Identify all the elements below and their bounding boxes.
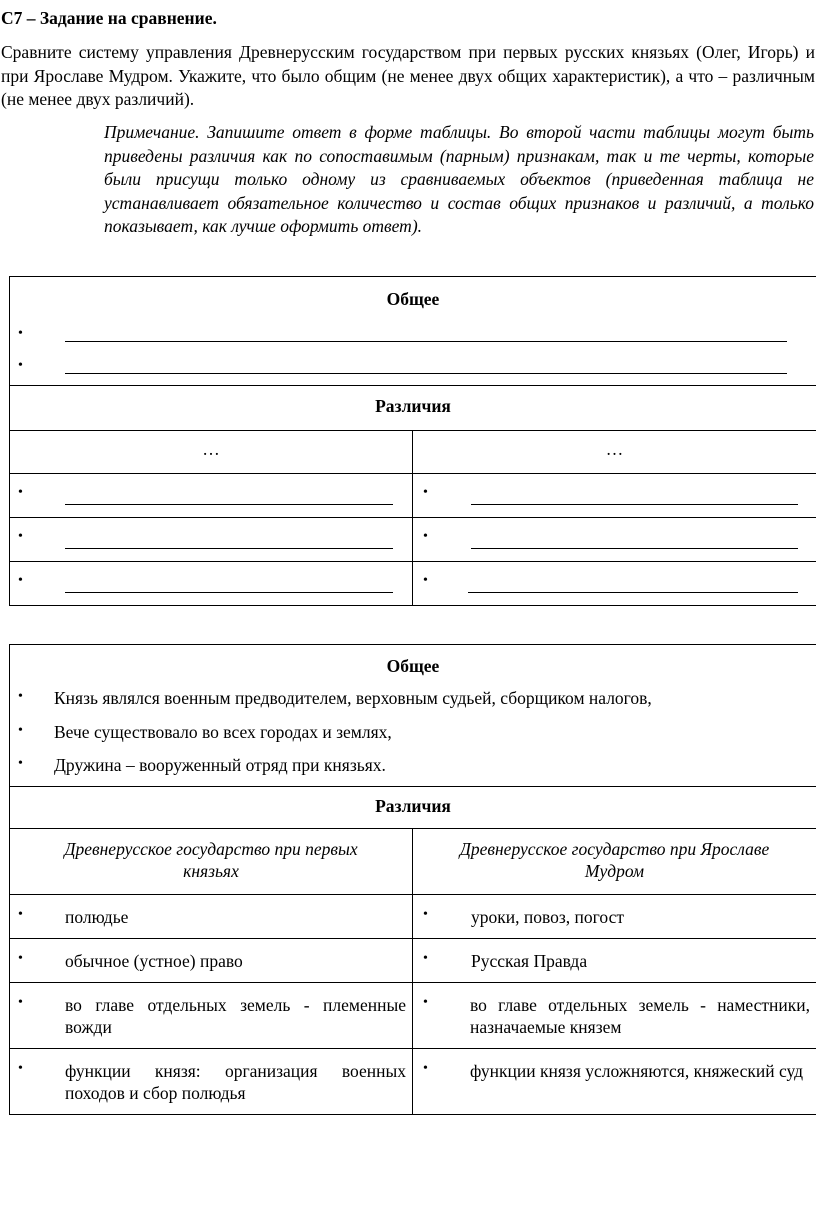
answer-line <box>468 592 798 593</box>
template-right-heading: … <box>413 431 816 474</box>
bullet-icon: • <box>18 485 23 500</box>
difference-left-cell: • во главе отдельных земель - племенные вожди <box>10 983 413 1049</box>
bullet-icon: • <box>18 1061 23 1076</box>
answer-line <box>471 504 798 505</box>
task-heading: С7 – Задание на сравнение. <box>1 8 217 28</box>
template-row-left <box>10 474 413 518</box>
difference-right-cell: • функции князя усложняются, княжеский суд <box>413 1049 816 1115</box>
answer-line <box>65 592 393 593</box>
difference-right-cell: • во главе отдельных земель - наместники, назначаемые князем <box>413 983 816 1049</box>
bullet-icon: • <box>423 951 428 966</box>
bullet-icon: • <box>18 723 23 738</box>
bullet-icon: • <box>18 995 23 1010</box>
bullet-icon: • <box>18 358 23 373</box>
template-common-header: Общее <box>386 289 440 309</box>
template-table <box>9 276 816 606</box>
bullet-icon: • <box>423 907 428 922</box>
bullet-icon: • <box>18 326 23 341</box>
bullet-icon: • <box>423 573 428 588</box>
difference-right-cell: • уроки, повоз, погост <box>413 895 816 939</box>
bullet-icon: • <box>423 1061 428 1076</box>
bullet-icon: • <box>423 485 428 500</box>
answer-common-header: Общее <box>386 656 440 676</box>
task-note: Примечание. Запишите ответ в форме таблицы. Во второй части таблицы могут быть приведены различия как по сопоставимым (парным) признакам, так и те черты, которые были присущи только одному из сравниваемых объектов (приведенная таблица не устанавливает обязательное количество и состав общих признаков и различий, а только показывает, как лучше оформить ответ). <box>104 122 814 236</box>
bullet-icon: • <box>18 756 23 771</box>
bullet-icon: • <box>423 529 428 544</box>
answer-line <box>65 373 787 374</box>
template-common-cell <box>10 277 816 386</box>
answer-differences-cell <box>10 787 816 829</box>
template-row-left <box>10 562 413 606</box>
template-differences-cell <box>10 386 816 431</box>
left-column-heading: Древнерусское государство при первых князьях <box>10 829 413 895</box>
task-text: Сравните систему управления Древнерусским государством при первых русских князьях (Олег, Игорь) и при Ярославе Мудром. Укажите, что было общим (не менее двух общих характеристик), а что – различным (не менее двух различий). <box>1 42 815 109</box>
bullet-icon: • <box>18 529 23 544</box>
bullet-icon: • <box>18 951 23 966</box>
right-column-heading: Древнерусское государство при Ярославе Мудром <box>413 829 816 895</box>
template-left-heading: … <box>10 431 413 474</box>
common-item: • Вече существовало во всех городах и землях, <box>14 722 810 743</box>
answer-table <box>9 644 816 1115</box>
common-item: • Князь являлся военным предводителем, верховным судьей, сборщиком налогов, <box>14 688 810 709</box>
difference-left-cell: • обычное (устное) право <box>10 939 413 983</box>
bullet-icon: • <box>423 995 428 1010</box>
answer-common-cell <box>10 645 816 787</box>
answer-line <box>65 504 393 505</box>
answer-line <box>65 548 393 549</box>
answer-differences-header: Различия <box>375 796 451 816</box>
bullet-icon: • <box>18 689 23 704</box>
difference-right-cell: • Русская Правда <box>413 939 816 983</box>
template-differences-header: Различия <box>375 396 451 416</box>
difference-left-cell: • функции князя: организация военных походов и сбор полюдья <box>10 1049 413 1115</box>
difference-left-cell: • полюдье <box>10 895 413 939</box>
answer-line <box>471 548 798 549</box>
template-row-right <box>413 518 816 562</box>
common-item: • Дружина – вооруженный отряд при князьях. <box>14 755 810 776</box>
template-row-right <box>413 562 816 606</box>
template-row-left <box>10 518 413 562</box>
bullet-icon: • <box>18 573 23 588</box>
template-row-right <box>413 474 816 518</box>
bullet-icon: • <box>18 907 23 922</box>
answer-line <box>65 341 787 342</box>
